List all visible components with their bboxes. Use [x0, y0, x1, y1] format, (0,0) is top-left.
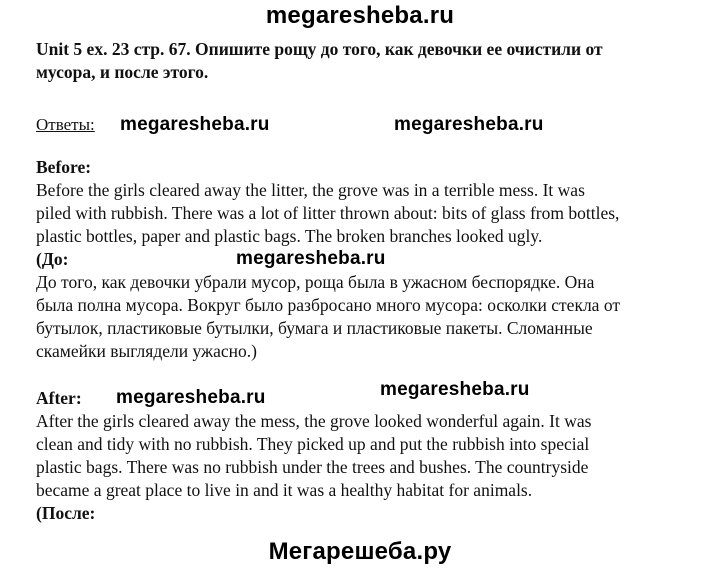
- after-line-1: After the girls cleared away the mess, the grove looked wonderful again. It was: [36, 411, 592, 431]
- watermark-answers-1: megaresheba.ru: [120, 114, 270, 135]
- do-line-4: скамейки выглядели ужасно.): [36, 341, 257, 361]
- watermark-after-1: megaresheba.ru: [116, 387, 266, 408]
- after-line-3: plastic bags. There was no rubbish under the trees and bushes. The countryside: [36, 457, 589, 477]
- task-line-2: мусора, и после этого.: [36, 62, 209, 82]
- do-line-3: бутылок, пластиковые бутылки, бумага и пластиковые пакеты. Сломанные: [36, 318, 593, 338]
- after-line-4: became a great place to live in and it was a healthy habitat for animals.: [36, 480, 533, 500]
- do-line-1: До того, как девочки убрали мусор, роща была в ужасном беспорядке. Она: [36, 272, 595, 292]
- watermark-middle: megaresheba.ru: [236, 248, 386, 269]
- watermark-top: megaresheba.ru: [265, 2, 455, 29]
- task-line-1: Unit 5 ex. 23 стр. 67. Опишите рощу до того, как девочки ее очистили от: [36, 39, 603, 59]
- before-line-3: plastic bottles, paper and plastic bags. The broken branches looked ugly.: [36, 226, 543, 246]
- before-heading: Before:: [36, 157, 92, 177]
- after-line-2: clean and tidy with no rubbish. They picked up and put the rubbish into special: [36, 434, 590, 454]
- before-line-1: Before the girls cleared away the litter, the grove was in a terrible mess. It was: [36, 180, 585, 200]
- after-heading: After:: [36, 388, 82, 408]
- watermark-after-2: megaresheba.ru: [380, 379, 530, 400]
- do-heading: (До:: [36, 249, 69, 269]
- answers-label: Ответы:: [36, 115, 95, 134]
- before-line-2: piled with rubbish. There was a lot of litter thrown about: bits of glass from bottles,: [36, 203, 620, 223]
- posle-heading: (После:: [36, 503, 96, 523]
- do-line-2: была полна мусора. Вокруг было разбросано много мусора: осколки стекла от: [36, 295, 620, 315]
- watermark-answers-2: megaresheba.ru: [394, 114, 544, 135]
- watermark-bottom: Мегарешеба.ру: [268, 538, 452, 565]
